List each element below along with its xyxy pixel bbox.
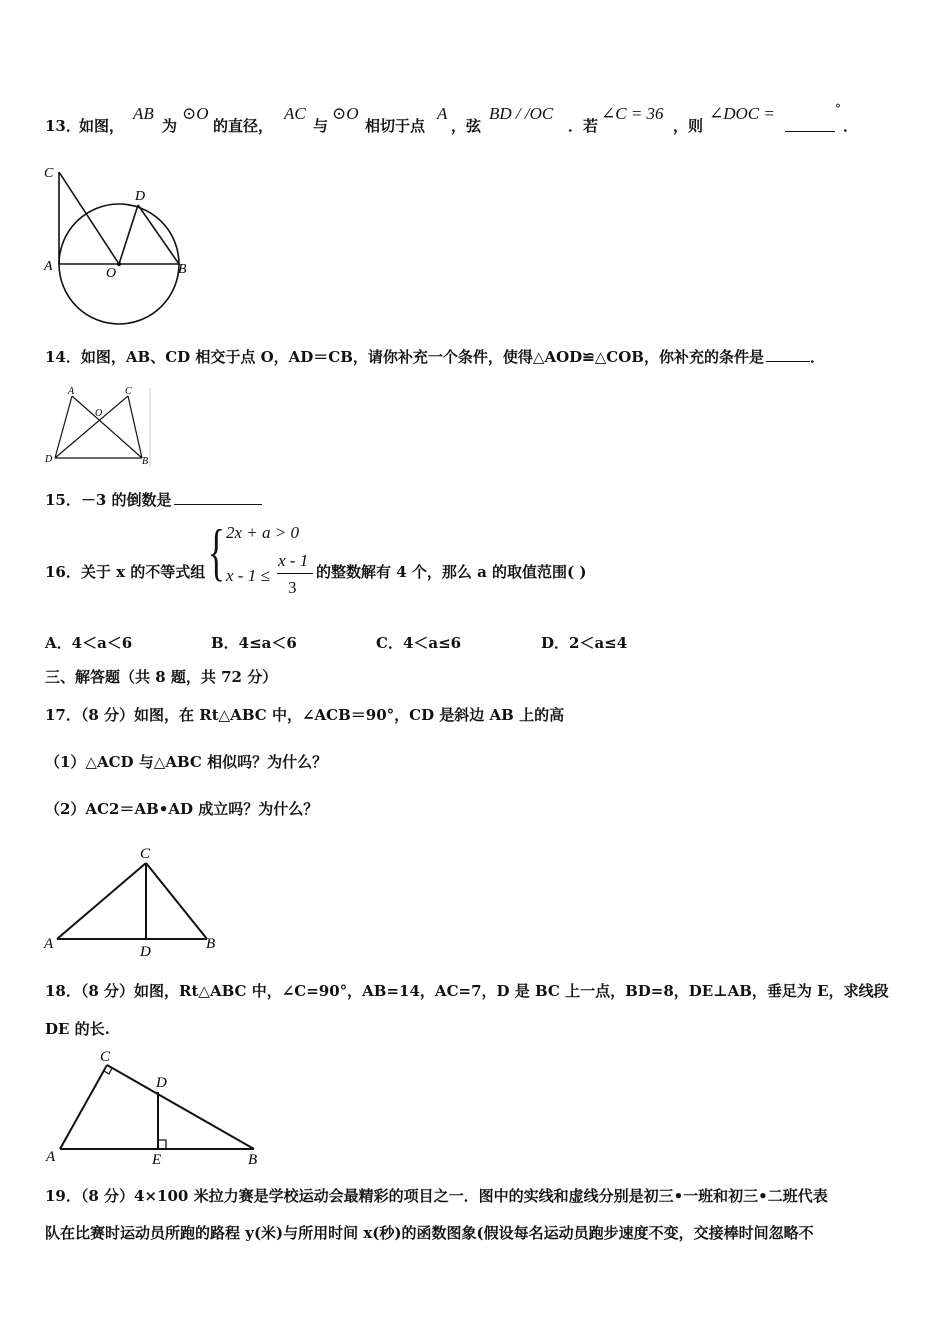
q15-text: 15．－3 的倒数是 <box>45 491 172 509</box>
q13-label-a: A <box>44 259 53 274</box>
q13-text-1: 如图， <box>79 117 125 135</box>
q17-label-b: B <box>206 936 216 952</box>
q18-label-d: D <box>156 1075 167 1091</box>
q13-label-d: D <box>135 189 146 204</box>
q16-option-c[interactable]: C．4＜a≤6 <box>376 634 462 652</box>
q13-text-8: ，则 <box>673 117 704 135</box>
q14-text: 14．如图，AB、CD 相交于点 O，AD＝CB，请你补充一个条件，使得△AOD≌△COB，你补充的条件是 <box>45 348 764 366</box>
q16-brace: { <box>208 516 225 587</box>
q13-math-circle-o-2: ⊙O <box>332 104 359 123</box>
q18-figure <box>40 1043 270 1168</box>
q14-end: ． <box>809 348 825 366</box>
q16-option-a[interactable]: A．4＜a＜6 <box>45 634 133 652</box>
q13-degree: ° <box>835 102 841 116</box>
q18-label-a: A <box>46 1149 56 1165</box>
q17-label-a: A <box>44 936 54 952</box>
q13-math-circle-o-1: ⊙O <box>182 104 209 123</box>
q17-sub-2: （2）AC2＝AB•AD 成立吗？为什么？ <box>45 800 319 818</box>
q13-number: 13． <box>45 117 81 135</box>
q14-segment-dc <box>55 396 128 458</box>
q14-label-b: B <box>142 456 149 467</box>
q16-inequality-1: 2x + a > 0 <box>226 523 299 542</box>
q14-segment-da <box>55 396 72 458</box>
q14-line <box>45 345 825 367</box>
q13-math-ab: AB <box>133 104 154 123</box>
q14-label-o: O <box>95 408 103 419</box>
q14-answer-blank[interactable] <box>766 345 810 362</box>
q13-text-3: 的直径， <box>213 117 274 135</box>
q13-label-c: C <box>44 166 54 181</box>
q17-sub-1: （1）△ACD 与△ABC 相似吗？为什么？ <box>45 753 328 771</box>
q18-line-2: DE 的长. <box>45 1020 110 1038</box>
q16-fraction-bar <box>277 573 313 574</box>
q18-right-angle-e <box>158 1140 166 1149</box>
q14-figure <box>42 384 157 469</box>
q13-text-5: 相切于点 <box>365 117 426 135</box>
q14-label-d: D <box>45 454 53 465</box>
q17-label-d: D <box>140 944 151 960</box>
q18-label-b: B <box>248 1152 258 1168</box>
q13-math-angle-c: ∠C = 36 <box>601 104 664 123</box>
q18-line-1: 18．（8 分）如图，Rt△ABC 中，∠C=90°，AB=14，AC=7，D 是 BC 上一点，BD=8，DE⊥AB，垂足为 E，求线段 <box>45 982 889 1000</box>
q16-option-d[interactable]: D．2＜a≤4 <box>541 634 628 652</box>
q16-inequality-2-left: x - 1 ≤ <box>226 566 270 585</box>
q18-segment-cb <box>107 1065 254 1149</box>
q13-segment-od <box>119 205 138 264</box>
q13-segment-db <box>138 205 179 264</box>
section-3-title: 三、解答题（共 8 题，共 72 分） <box>45 668 278 686</box>
q15-line <box>45 488 262 510</box>
q19-line-1: 19．（8 分）4×100 米拉力赛是学校运动会最精彩的项目之一．图中的实线和虚线分别是初三•一班和初三•二班代表 <box>45 1187 828 1205</box>
q13-text-6: ，弦 <box>451 117 482 135</box>
q16-suffix: 的整数解有 4 个，那么 a 的取值范围( ) <box>316 563 587 581</box>
q17-segment-ac <box>57 863 146 939</box>
q13-math-ac: AC <box>284 104 306 123</box>
q13-label-o: O <box>106 266 117 281</box>
q16-fraction-numerator: x - 1 <box>278 551 309 570</box>
q17-label-c: C <box>140 846 151 862</box>
q16-prefix: 16．关于 x 的不等式组 <box>45 563 206 581</box>
q13-text-7: ．若 <box>568 117 599 135</box>
q13-text-4: 与 <box>313 117 329 135</box>
q13-label-b: B <box>178 262 187 277</box>
q13-math-angle-doc: ∠DOC = <box>709 104 775 123</box>
q16-fraction-denominator: 3 <box>288 578 297 597</box>
q14-label-c: C <box>125 386 132 397</box>
q13-figure <box>40 160 200 330</box>
q14-label-a: A <box>68 386 75 397</box>
q15-answer-blank[interactable] <box>174 488 262 505</box>
q13-answer-blank[interactable] <box>785 115 835 132</box>
q13-segment-co <box>59 172 119 264</box>
q14-segment-ab <box>72 396 142 458</box>
q18-label-c: C <box>100 1049 111 1065</box>
q14-segment-cb <box>128 396 142 458</box>
q16-option-b[interactable]: B．4≤a＜6 <box>211 634 297 652</box>
q13-text-2: 为 <box>162 117 178 135</box>
q13-end: ． <box>843 117 859 135</box>
q18-segment-ac <box>60 1065 107 1149</box>
q17-text: 17．（8 分）如图，在 Rt△ABC 中，∠ACB＝90°，CD 是斜边 AB 上的高 <box>45 706 565 724</box>
q13-center-dot <box>117 262 121 266</box>
q17-figure <box>40 842 225 962</box>
q19-line-2: 队在比赛时运动员所跑的路程 y(米)与所用时间 x(秒)的函数图象(假设每名运动员跑步速度不变，交接棒时间忽略不 <box>45 1224 814 1242</box>
q13-math-a: A <box>437 104 448 123</box>
q18-label-e: E <box>152 1152 162 1168</box>
q13-math-bd-parallel-oc: BD / /OC <box>489 104 554 123</box>
q17-segment-cb <box>146 863 207 939</box>
